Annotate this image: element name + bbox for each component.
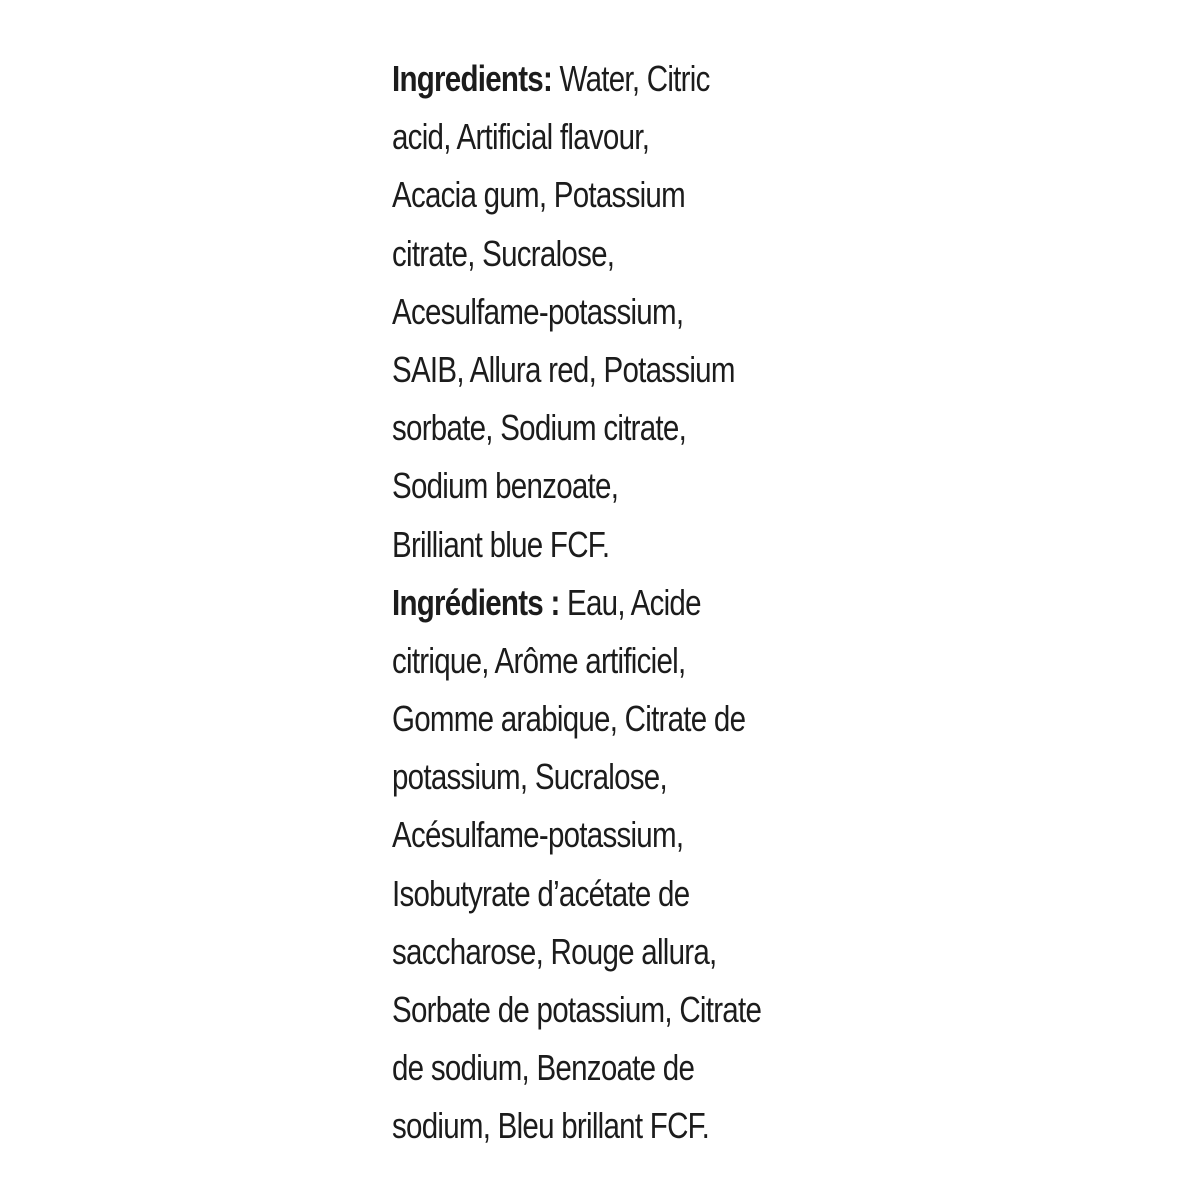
ingredients-line: potassium, Sucralose, xyxy=(392,756,667,798)
ingredients-line: acid, Artificial flavour, xyxy=(392,116,650,158)
ingredients-text: Water, Citric xyxy=(552,58,710,99)
ingredients-label xyxy=(392,50,832,1156)
ingredients-line: Acésulfame-potassium, xyxy=(392,814,684,856)
ingredients-english xyxy=(392,50,832,574)
ingredients-line: saccharose, Rouge allura, xyxy=(392,930,717,972)
ingredients-heading-english: Ingredients: xyxy=(392,58,553,99)
ingredients-heading-french: Ingrédients : xyxy=(392,581,560,623)
ingredients-french xyxy=(392,574,832,1156)
ingredients-line: Acesulfame-potassium, xyxy=(392,290,684,332)
ingredients-line: Gomme arabique, Citrate de xyxy=(392,698,746,740)
ingredients-text: Eau, Acide xyxy=(559,581,701,623)
ingredients-line: SAIB, Allura red, Potassium xyxy=(392,348,735,390)
ingredients-line: Brilliant blue FCF. xyxy=(392,523,610,565)
ingredients-line: sodium, Bleu brillant FCF. xyxy=(392,1105,710,1147)
ingredients-line xyxy=(392,574,753,632)
ingredients-line: de sodium, Benzoate de xyxy=(392,1047,695,1089)
ingredients-line: Acacia gum, Potassium xyxy=(392,174,685,216)
ingredients-line xyxy=(392,50,753,108)
ingredients-line: citrate, Sucralose, xyxy=(392,232,615,274)
ingredients-line: Sodium benzoate, xyxy=(392,465,619,507)
ingredients-line: sorbate, Sodium citrate, xyxy=(392,407,687,449)
ingredients-line: citrique, Arôme artificiel, xyxy=(392,639,686,681)
ingredients-line: Sorbate de potassium, Citrate xyxy=(392,989,762,1030)
ingredients-line: Isobutyrate d’acétate de xyxy=(392,872,690,914)
